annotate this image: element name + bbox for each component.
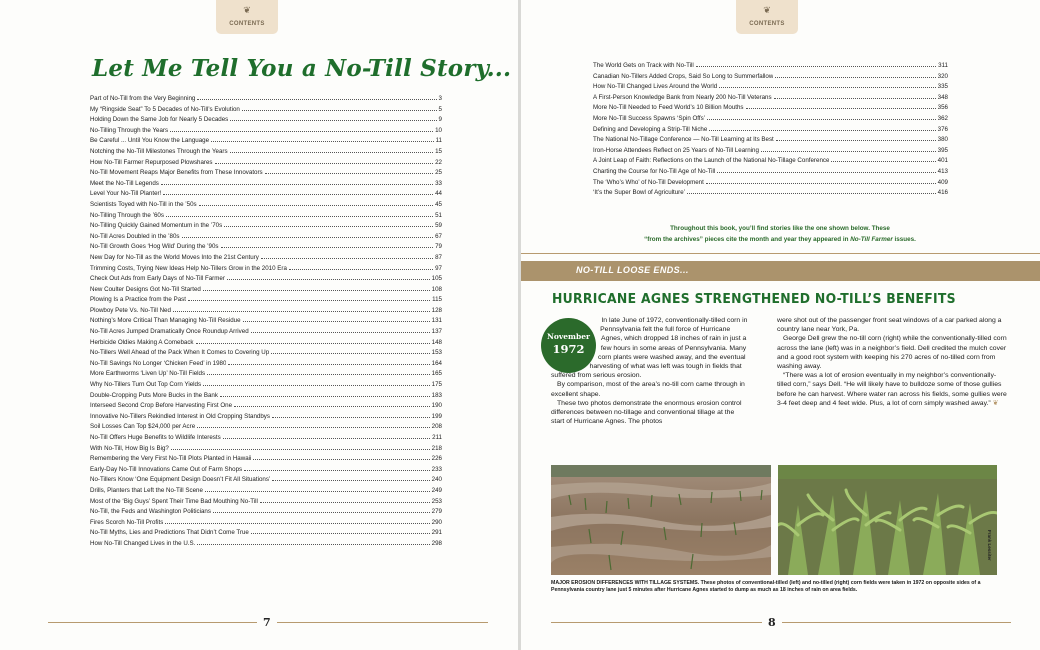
toc-entry[interactable] (90, 180, 442, 191)
toc-leader-dots (188, 300, 430, 301)
toc-entry-page: 137 (431, 328, 442, 336)
toc-leader-dots (831, 161, 935, 162)
toc-leader-dots (271, 353, 430, 354)
toc-leader-dots (171, 449, 430, 450)
toc-leader-dots (234, 406, 430, 407)
toc-entry[interactable] (90, 106, 442, 117)
toc-entry-page: 183 (431, 391, 442, 399)
toc-entry[interactable] (90, 476, 442, 487)
toc-entry[interactable] (593, 168, 948, 179)
toc-entry-title: No-Till Acres Jumped Dramatically Once Roundup Arrived (90, 328, 249, 336)
toc-entry-title: With No-Till, How Big Is Big? (90, 444, 169, 452)
toc-entry-title: ‘It’s the Super Bowl of Agriculture’ (593, 189, 686, 197)
toc-leader-dots (265, 173, 433, 174)
toc-entry-page: 115 (432, 296, 442, 304)
toc-entry-page: 416 (937, 189, 948, 197)
toc-entry[interactable] (593, 104, 948, 115)
toc-entry-page: 175 (431, 381, 442, 389)
toc-entry-title: No-Till Movement Reaps Major Benefits from These Innovators (90, 169, 263, 177)
no-till-corn-photo (778, 465, 997, 575)
toc-entry-page: 164 (431, 359, 442, 367)
article-paragraph: “There was a lot of erosion eventually in my neighbor’s conventionally-tilled corn,” says Dell. “He will likely have to bulldoze some of those gullies before he can harvest. Where water ran across his fields, some gullies were 3-4 feet deep and 4 feet wide. Plus, a lot of corn simply washed away.” ❦ (777, 372, 1007, 407)
contents-tab-label: CONTENTS (749, 21, 785, 27)
toc-entry[interactable] (593, 115, 948, 126)
toc-entry-title: Be Careful ... Until You Know the Language (90, 137, 210, 145)
right-page (521, 0, 1040, 650)
contents-tab-label: CONTENTS (229, 21, 265, 27)
toc-leader-dots (166, 216, 433, 217)
page-title: Let Me Tell You a No-Till Story... (92, 55, 512, 82)
toc-leader-dots (717, 172, 935, 173)
toc-leader-dots (215, 163, 434, 164)
toc-entry[interactable] (90, 498, 442, 509)
toc-leader-dots (746, 108, 936, 109)
contents-tab (216, 0, 278, 34)
toc-leader-dots (272, 417, 430, 418)
toc-entry[interactable] (90, 466, 442, 477)
toc-entry-page: 291 (431, 529, 442, 537)
article-paragraph: By comparison, most of the area’s no-till corn came through in excellent shape. (551, 381, 745, 398)
toc-entry[interactable] (90, 540, 442, 551)
toc-entry-page: 380 (937, 136, 948, 144)
toc-entry-page: 335 (937, 83, 948, 91)
article-headline: HURRICANE AGNES STRENGTHENED NO-TILL’S BENEFITS (552, 290, 956, 307)
toc-entry-page: 10 (435, 126, 442, 134)
toc-entry[interactable] (593, 126, 948, 137)
toc-leader-dots (197, 427, 430, 428)
toc-leader-dots (243, 321, 430, 322)
toc-entry-title: Charting the Course for No-Till Age of No-Till (593, 167, 716, 175)
toc-entry-title: Most of the ‘Big Guys’ Spent Their Time Bad Mouthing No-Till (90, 497, 258, 505)
toc-entry-title: Part of No-Till from the Very Beginning (90, 95, 196, 102)
toc-entry-page: 11 (435, 137, 442, 145)
toc-entry[interactable] (90, 201, 442, 212)
toc-entry-page: 59 (435, 222, 442, 230)
toc-entry-title: Notching the No-Till Milestones Through the Years (90, 147, 228, 155)
toc-list-left (90, 95, 442, 551)
toc-entry-page: 348 (937, 93, 948, 101)
toc-entry-title: Meet the No-Till Legends (90, 179, 159, 187)
toc-entry-page: 218 (431, 444, 442, 452)
toc-entry-page: 5 (438, 105, 442, 113)
toc-entry-title: Canadian No-Tillers Added Crops, Said So Long to Summerfallow (593, 72, 774, 80)
toc-entry[interactable] (90, 307, 442, 318)
toc-entry-title: New Coulter Designs Got No-Till Started (90, 285, 201, 293)
caption-body: These photos of conventional-tilled (left) and no-tilled (right) corn fields were taken in 1972 on opposite sides of a Pennsylvania country lane just 5 minutes after Hurricane Agnes started to dump as much as 18 inches of rain on area fields. (551, 580, 981, 594)
toc-entry-title: Holding Down the Same Job for Nearly 5 Decades (90, 116, 229, 124)
toc-leader-dots (211, 141, 434, 142)
toc-entry-page: 311 (938, 62, 948, 69)
toc-entry-page: 153 (431, 349, 442, 357)
toc-leader-dots (776, 140, 936, 141)
toc-entry-page: 211 (432, 434, 442, 441)
toc-entry[interactable] (90, 339, 442, 350)
toc-leader-dots (696, 66, 936, 67)
toc-entry-page: 356 (937, 104, 948, 112)
toc-entry-page: 128 (431, 306, 442, 314)
toc-entry[interactable] (90, 243, 442, 254)
toc-leader-dots (761, 151, 936, 152)
toc-leader-dots (161, 184, 433, 185)
toc-entry-title: The ‘Who’s Who’ of No-Till Development (593, 178, 704, 186)
toc-entry-title: Iron-Horse Attendees Reflect on 25 Years of No-Till Learning (593, 146, 759, 154)
toc-entry[interactable] (90, 254, 442, 265)
toc-entry[interactable] (593, 157, 948, 168)
article-paragraph: were shot out of the passenger front seat windows of a car parked along a country lane near York, Pa. (777, 317, 1002, 334)
toc-leader-dots (170, 131, 433, 132)
toc-leader-dots (173, 311, 430, 312)
toc-entry-page: 298 (431, 539, 442, 547)
toc-entry-title: Double-Cropping Puts More Bucks in the Bank (90, 391, 218, 399)
toc-entry-title: Why No-Tillers Turn Out Top Corn Yields (90, 381, 202, 389)
toc-entry-title: No-Till Growth Goes ‘Hog Wild’ During the ’90s (90, 243, 219, 251)
toc-entry-page: 199 (431, 412, 442, 420)
toc-entry[interactable] (90, 360, 442, 371)
toc-leader-dots (207, 374, 430, 375)
toc-entry[interactable] (90, 487, 442, 498)
toc-entry[interactable] (90, 169, 442, 180)
toc-entry[interactable] (90, 529, 442, 540)
toc-entry-title: Trimming Costs, Trying New Ideas Help No-Tillers Grow in the 2010 Era (90, 264, 287, 272)
toc-entry-page: 44 (435, 190, 442, 198)
toc-entry[interactable] (90, 159, 442, 170)
toc-entry[interactable] (90, 519, 442, 530)
toc-entry-title: How No-Till Farmer Repurposed Plowshares (90, 158, 213, 166)
toc-entry[interactable] (593, 179, 948, 190)
toc-entry-title: Soil Losses Can Top $24,000 per Acre (90, 423, 196, 431)
toc-leader-dots (163, 194, 433, 195)
archive-note-line: “from the archives” pieces cite the month and year they appeared in No-Till Farmer issues. (644, 236, 916, 243)
toc-leader-dots (230, 120, 436, 121)
toc-entry-title: How No-Till Changed Lives in the U.S. (90, 539, 196, 547)
toc-entry-title: No-Till Savings No Longer ‘Chicken Feed’ in 1980 (90, 359, 227, 367)
toc-entry-title: Scientists Toyed with No-Till in the ’50s (90, 200, 197, 208)
toc-leader-dots (165, 523, 429, 524)
toc-entry-title: No-Till Acres Doubled in the ’80s (90, 232, 180, 240)
photo-credit: Frank Lessiter (987, 530, 992, 561)
toc-entry[interactable] (90, 413, 442, 424)
toc-entry-title: No-Till, the Feds and Washington Politicians (90, 508, 211, 516)
article-paragraph: In late June of 1972, conventionally-tilled corn in Pennsylvania felt the full force of Hurricane Agnes, which dropped 18 inches of rain in just a few hours in some areas of Pennsylvania. Many corn plants were washed away, and the eventual harvesting of what was left was tough in fields that suffered from serious erosion. (551, 317, 748, 380)
toc-entry-title: No-Till Myths, Lies and Predictions That Didn’t Come True (90, 529, 249, 537)
toc-entry-page: 409 (937, 178, 948, 186)
toc-entry-page: 9 (438, 116, 442, 124)
toc-entry-title: Early-Day No-Till Innovations Came Out of Farm Shops (90, 465, 243, 473)
toc-entry-title: My “Ringside Seat” To 5 Decades of No-Till’s Evolution (90, 105, 240, 113)
toc-entry-title: A Joint Leap of Faith: Reflections on the Launch of the National No-Tillage Conference (593, 157, 830, 165)
toc-entry[interactable] (90, 127, 442, 138)
toc-entry[interactable] (90, 265, 442, 276)
toc-entry-page: 190 (431, 402, 442, 410)
toc-entry-title: Herbicide Oldies Making A Comeback (90, 338, 194, 346)
toc-entry[interactable] (90, 137, 442, 148)
toc-leader-dots (224, 226, 433, 227)
toc-leader-dots (213, 512, 430, 513)
toc-leader-dots (221, 247, 434, 248)
toc-entry-page: 131 (431, 317, 442, 325)
toc-leader-dots (223, 438, 430, 439)
toc-entry[interactable] (90, 370, 442, 381)
toc-entry-title: Fires Scorch No-Till Profits (90, 518, 164, 526)
toc-entry-title: Plowboy Pete Vs. No-Till Ned (90, 306, 171, 314)
eroded-field-image (551, 465, 771, 575)
toc-entry-title: More Earthworms ‘Liven Up’ No-Till Fields (90, 370, 206, 378)
toc-entry-page: 249 (431, 486, 442, 494)
toc-entry[interactable] (90, 296, 442, 307)
page-number: 7 (257, 616, 277, 629)
caption-lead: MAJOR EROSION DIFFERENCES WITH TILLAGE SYSTEMS. (551, 580, 700, 586)
toc-leader-dots (775, 77, 935, 78)
archive-note (585, 223, 975, 245)
toc-entry[interactable] (90, 233, 442, 244)
toc-entry[interactable] (90, 116, 442, 127)
toc-entry[interactable] (593, 147, 948, 158)
toc-entry-page: 79 (435, 243, 442, 251)
conventional-tillage-photo (551, 465, 771, 575)
toc-leader-dots (261, 258, 433, 259)
toc-entry-title: Interseed Second Crop Before Harvesting First One (90, 402, 233, 410)
toc-leader-dots (182, 237, 434, 238)
toc-entry-page: 290 (431, 518, 442, 526)
toc-entry-title: Level Your No-Till Planter! (90, 190, 162, 198)
toc-entry-title: Defining and Developing a Strip-Till Niche (593, 125, 708, 133)
toc-entry-title: No-Tilling Quickly Gained Momentum in the ’70s (90, 222, 223, 230)
toc-entry-title: Remembering the Very First No-Till Plots Planted in Hawaii (90, 455, 252, 463)
contents-tab (736, 0, 798, 34)
toc-entry[interactable] (90, 148, 442, 159)
toc-leader-dots (196, 343, 430, 344)
article-paragraph: These two photos demonstrate the enormous erosion control differences between no-tillage and conventional tillage at the start of Hurricane Agnes. The photos (551, 399, 742, 426)
toc-entry[interactable] (593, 189, 948, 200)
toc-entry-page: 376 (937, 125, 948, 133)
toc-leader-dots (230, 152, 434, 153)
page-number: 8 (762, 616, 782, 629)
toc-entry-title: More No-Till Needed to Feed World’s 10 Billion Mouths (593, 104, 744, 112)
toc-entry[interactable] (90, 423, 442, 434)
toc-entry[interactable] (90, 190, 442, 201)
toc-leader-dots (227, 279, 430, 280)
toc-leader-dots (260, 502, 430, 503)
toc-entry-page: 320 (937, 72, 948, 80)
badge-year: 1972 (552, 342, 585, 356)
toc-entry[interactable] (90, 392, 442, 403)
left-page (0, 0, 518, 650)
toc-entry[interactable] (593, 73, 948, 84)
archive-note-line: Throughout this book, you’ll find stories like the one shown below. These (670, 225, 890, 232)
article-column-1 (551, 316, 749, 426)
toc-leader-dots (228, 364, 429, 365)
toc-entry-page: 25 (435, 169, 442, 177)
toc-leader-dots (251, 332, 430, 333)
toc-entry-page: 395 (937, 146, 948, 154)
toc-leader-dots (289, 269, 433, 270)
badge-month: November (547, 332, 590, 341)
toc-entry-title: Nothing’s More Critical Than Managing No-Till Residue (90, 317, 241, 325)
toc-entry-page: 97 (435, 264, 442, 272)
toc-leader-dots (719, 87, 936, 88)
toc-leader-dots (197, 99, 436, 100)
toc-entry[interactable] (90, 508, 442, 519)
toc-entry[interactable] (90, 349, 442, 360)
toc-entry[interactable] (593, 94, 948, 105)
toc-entry-page: 33 (435, 179, 442, 187)
toc-entry-page: 226 (431, 455, 442, 463)
toc-leader-dots (687, 193, 936, 194)
toc-entry-page: 240 (431, 476, 442, 484)
toc-leader-dots (244, 470, 430, 471)
toc-entry-page: 413 (937, 167, 948, 175)
toc-entry-title: More No-Till Success Spawns ‘Spin Offs’ (593, 114, 706, 122)
toc-entry-title: Drills, Planters that Left the No-Till Scene (90, 486, 203, 494)
toc-entry[interactable] (90, 402, 442, 413)
toc-entry[interactable] (90, 286, 442, 297)
toc-leader-dots (242, 110, 437, 111)
toc-entry[interactable] (593, 83, 948, 94)
toc-entry-page: 67 (435, 232, 442, 240)
toc-entry-page: 253 (431, 497, 442, 505)
toc-entry-title: Plowing Is a Practice from the Past (90, 296, 186, 304)
toc-entry-title: Innovative No-Tillers Rekindled Interest in Old Cropping Standbys (90, 412, 270, 420)
section-label: NO-TILL LOOSE ENDS... (576, 265, 689, 275)
no-till-field-image (778, 465, 997, 575)
toc-leader-dots (205, 491, 430, 492)
toc-leader-dots (203, 385, 430, 386)
toc-entry-page: 208 (431, 423, 442, 431)
toc-leader-dots (253, 459, 429, 460)
toc-entry[interactable] (90, 95, 442, 106)
article-paragraph: George Dell grew the no-till corn (right) while the conventionally-tilled corn across the lane (left) was in a neighbor’s field. Dell credited the mulch cover and a good root system with keeping his 270 acres of no-tilled corn from washing away. (777, 335, 1007, 371)
section-rule (521, 253, 1040, 254)
leaf-icon: ❦ (243, 5, 251, 15)
toc-entry-title: The World Gets on Track with No-Till (593, 62, 694, 69)
toc-leader-dots (709, 130, 935, 131)
leaf-icon: ❦ (763, 5, 771, 15)
end-mark-icon: ❦ (992, 399, 999, 407)
section-banner (521, 261, 1040, 281)
toc-leader-dots (707, 119, 936, 120)
toc-entry-page: 15 (435, 147, 442, 155)
toc-entry[interactable] (90, 445, 442, 456)
toc-entry-title: The National No-Tillage Conference — No-Till Learning at Its Best (593, 136, 774, 144)
toc-entry[interactable] (90, 212, 442, 223)
toc-leader-dots (774, 98, 936, 99)
toc-entry-page: 51 (435, 211, 442, 219)
toc-entry-page: 45 (435, 200, 442, 208)
toc-entry-title: New Day for No-Till as the World Moves Into the 21st Century (90, 253, 259, 261)
toc-entry-page: 3 (438, 95, 442, 102)
toc-entry-page: 108 (431, 285, 442, 293)
toc-entry-page: 148 (431, 338, 442, 346)
toc-entry-title: No-Tilling Through the Years (90, 126, 169, 134)
toc-leader-dots (251, 533, 430, 534)
toc-leader-dots (197, 544, 429, 545)
toc-leader-dots (706, 183, 936, 184)
toc-leader-dots (272, 480, 429, 481)
toc-entry-page: 362 (937, 114, 948, 122)
toc-entry-title: No-Tillers Well Ahead of the Pack When It Comes to Covering Up (90, 349, 270, 357)
toc-entry[interactable] (90, 275, 442, 286)
toc-entry[interactable] (90, 222, 442, 233)
toc-entry-page: 279 (431, 508, 442, 516)
publication-name: No-Till Farmer (850, 236, 893, 243)
toc-entry-title: Check Out Ads from Early Days of No-Till Farmer (90, 275, 225, 283)
toc-entry-page: 22 (435, 158, 442, 166)
article-column-2 (777, 316, 1007, 408)
toc-entry[interactable] (90, 328, 442, 339)
toc-entry[interactable] (90, 434, 442, 445)
toc-list-right (593, 62, 948, 200)
toc-entry-title: How No-Till Changed Lives Around the World (593, 83, 718, 91)
toc-entry[interactable] (593, 136, 948, 147)
toc-leader-dots (220, 396, 430, 397)
toc-entry-page: 87 (435, 253, 442, 261)
toc-leader-dots (203, 290, 430, 291)
toc-entry-title: No-Till Offers Huge Benefits to Wildlife Interests (90, 434, 221, 441)
toc-entry-title: A First-Person Knowledge Bank from Nearly 200 No-Till Veterans (593, 93, 772, 101)
toc-entry-page: 105 (431, 275, 442, 283)
toc-entry-title: No-Tilling Through the ’60s (90, 211, 164, 219)
toc-entry-title: No-Tillers Know ‘One Equipment Design Doesn’t Fit All Situations’ (90, 476, 271, 484)
toc-entry[interactable] (90, 317, 442, 328)
toc-entry[interactable] (593, 62, 948, 73)
toc-leader-dots (199, 205, 434, 206)
toc-entry[interactable] (90, 455, 442, 466)
toc-entry-page: 401 (937, 157, 948, 165)
toc-entry[interactable] (90, 381, 442, 392)
toc-entry-page: 165 (431, 370, 442, 378)
toc-entry-page: 233 (431, 465, 442, 473)
photo-caption (551, 580, 997, 595)
